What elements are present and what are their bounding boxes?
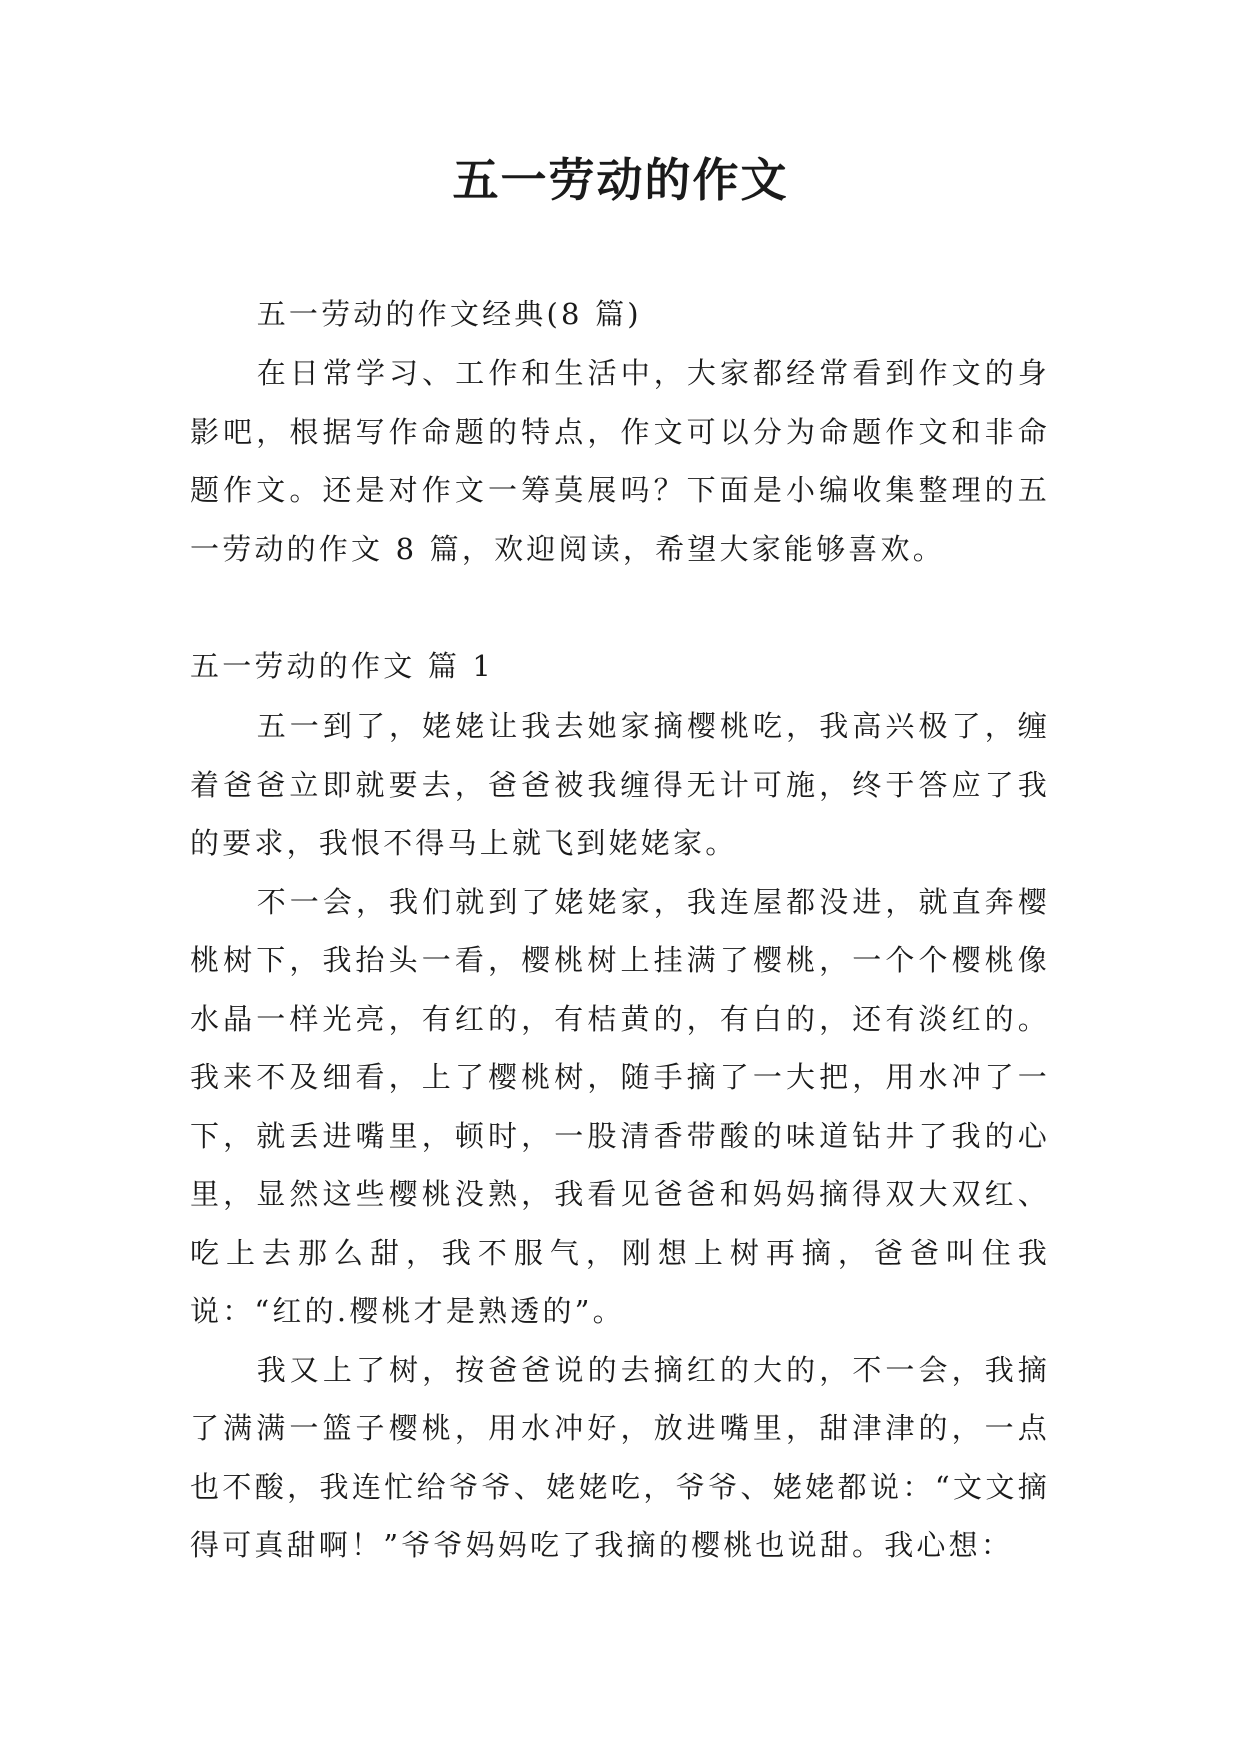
section-paragraph-2: 不一会，我们就到了姥姥家，我连屋都没进，就直奔樱桃树下，我抬头一看，樱桃树上挂满了樱桃，一个个樱桃像水晶一样光亮，有红的，有桔黄的，有白的，还有淡红的。我来不及细看，上了樱桃树，随手摘了一大把，用水冲了一下，就丢进嘴里，顿时，一股清香带酸的味道钻井了我的心里，显然这些樱桃没熟，我看见爸爸和妈妈摘得双大双红、吃上去那么甜，我不服气，刚想上树再摘，爸爸叫住我说：“红的.樱桃才是熟透的”。 — [190, 884, 1050, 1328]
document-subtitle: 五一劳动的作文经典(8 篇) — [256, 297, 642, 331]
document-title: 五一劳动的作文 — [452, 153, 789, 207]
section-heading: 五一劳动的作文 篇 1 — [190, 649, 495, 683]
section-paragraph-3: 我又上了树，按爸爸说的去摘红的大的，不一会，我摘了满满一篮子樱桃，用水冲好，放进嘴里，甜津津的，一点也不酸，我连忙给爷爷、姥姥吃，爷爷、姥姥都说：“文文摘得可真甜啊！”爷爷妈妈吃了我摘的樱桃也说甜。我心想： — [190, 1352, 1050, 1562]
section-heading-block — [190, 637, 1050, 696]
section-paragraph-1: 五一到了，姥姥让我去她家摘樱桃吃，我高兴极了，缠着爸爸立即就要去，爸爸被我缠得无计可施，终于答应了我的要求，我恨不得马上就飞到姥姥家。 — [190, 709, 1050, 860]
intro-block — [190, 344, 1050, 578]
section-body — [190, 697, 1050, 1575]
document-subtitle-block — [190, 285, 1050, 344]
intro-paragraph: 在日常学习、工作和生活中，大家都经常看到作文的身影吧，根据写作命题的特点，作文可以分为命题作文和非命题作文。还是对作文一筹莫展吗？下面是小编收集整理的五一劳动的作文 8 篇，欢迎阅读，希望大家能够喜欢。 — [190, 356, 1050, 566]
